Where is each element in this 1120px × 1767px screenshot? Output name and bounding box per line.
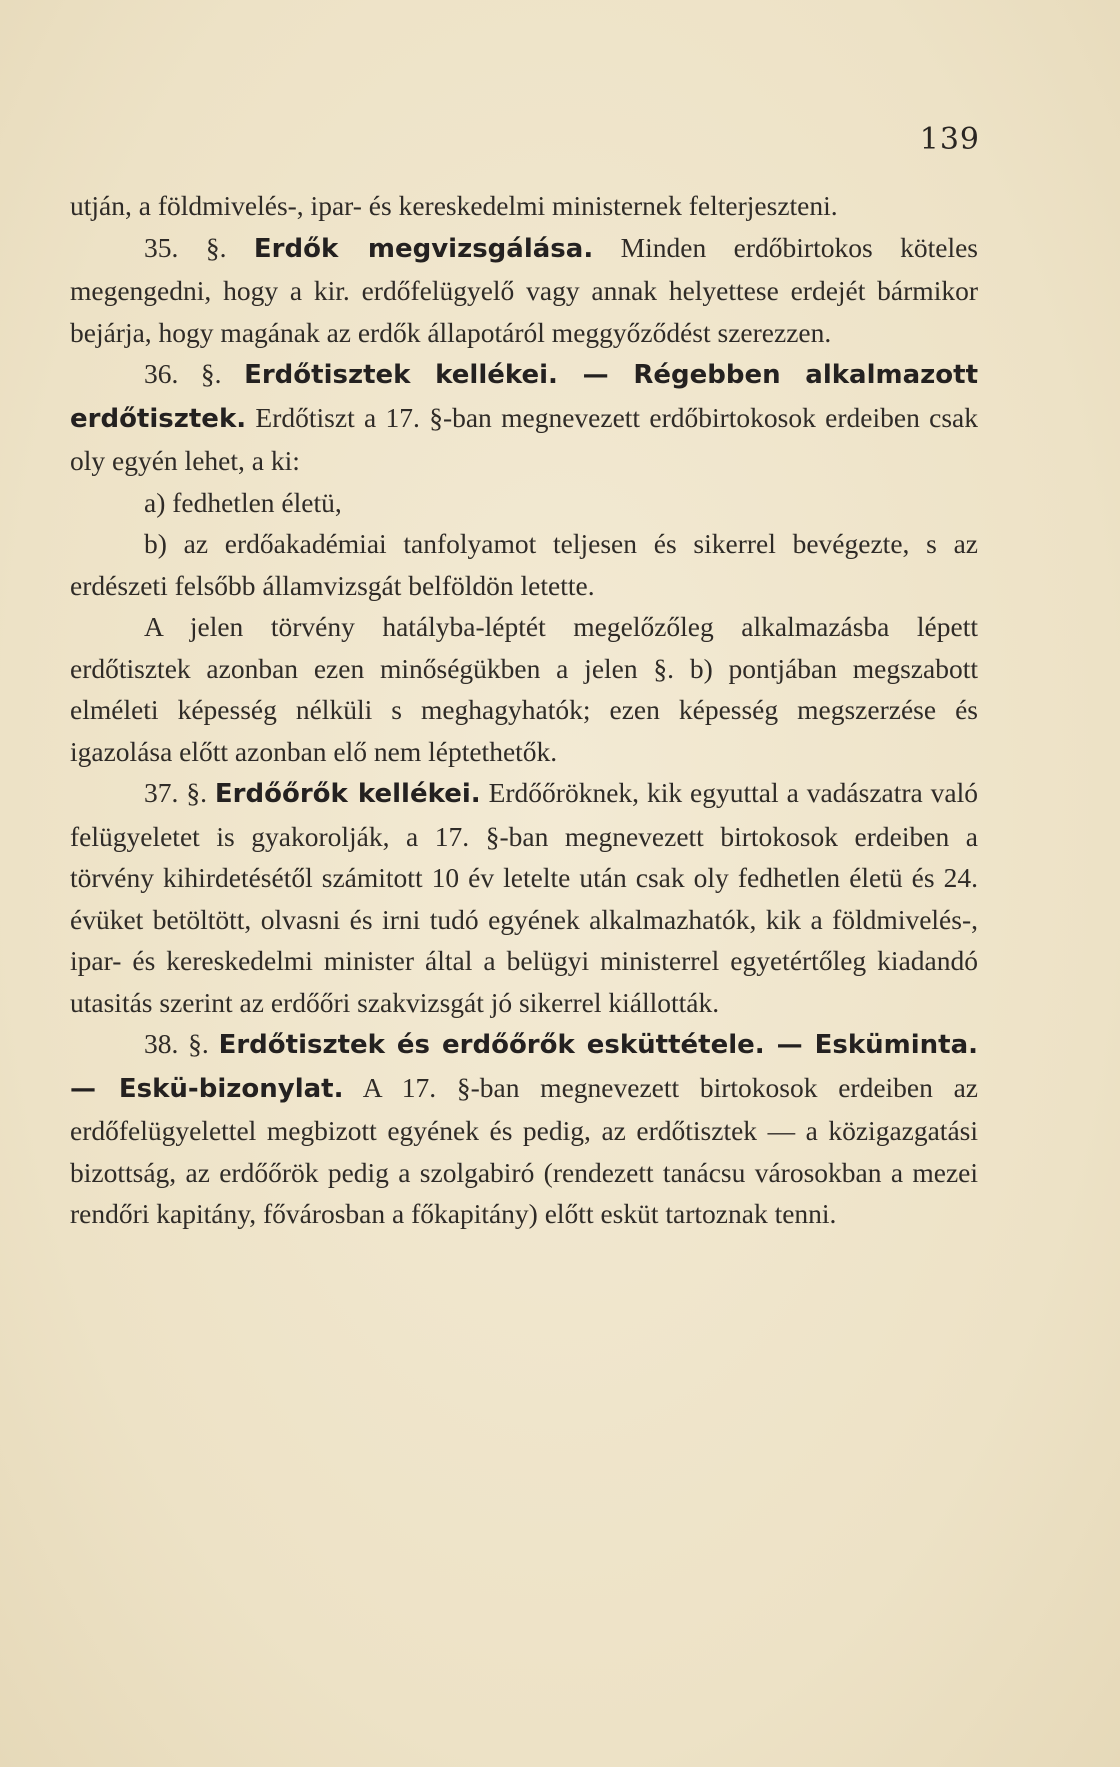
page-number: 139 xyxy=(919,122,980,157)
section-37 xyxy=(70,772,978,1023)
list-item-a xyxy=(70,482,978,524)
body-text xyxy=(70,185,978,1235)
section-number: 37. §. xyxy=(144,777,207,808)
paragraph-text: A jelen törvény hatályba-léptét megelőzőleg alkalmazásba lépett erdőtisztek azonban ezen minőségükben a jelen §. b) pontjában megszabott elméleti képesség nélküli s meghagyhatók; ezen képesség megszerzése és igazolása előtt azonban elő nem léptethetők. xyxy=(70,611,978,767)
list-item-b xyxy=(70,523,978,606)
section-number: 38. §. xyxy=(144,1028,209,1059)
section-number: 35. §. xyxy=(144,231,227,263)
section-heading: Erdők megvizsgálása. xyxy=(253,233,594,264)
section-38 xyxy=(70,1023,978,1235)
section-body: Erdőőröknek, kik egyuttal a vadászatra való felügyeletet is gyakorolják, a 17. §-ban megnevezett birtokosok erdeiben a törvény kihirdetésétől számitott 10 év letelte után csak oly fedhetlen életü és 24. évüket betöltött, olvasni és irni tudó egyének alkalmazhatók, kik a földmivelés-, ipar- és kereskedelmi minister által a belügyi ministerrel egyetértőleg kiadandó utasitás szerint az erdőőri szakvizsgát jó sikerrel kiállották. xyxy=(70,777,979,1018)
section-body: A 17. §-ban megnevezett birtokosok erdeiben az erdőfelügyelettel megbizott egyének és pedig, az erdőtisztek — a közigazgatási bizottság, az erdőőrök pedig a szolgabiró (rendezett tanácsu városokban a mezei rendőri kapitány, fővárosban a főkapitány) előtt esküt tartoznak tenni. xyxy=(70,1071,979,1229)
section-body: Minden erdőbirtokos köteles megengedni, hogy a kir. erdőfelügyelő vagy annak helyettese erdejét bármikor bejárja, hogy magának az erdők állapotáról meggyőződést szerezzen. xyxy=(70,231,979,348)
list-item-text: b) az erdőakadémiai tanfolyamot teljesen és sikerrel bevégezte, s az erdészeti felsőbb államvizsgát belföldön letette. xyxy=(70,528,978,601)
section-heading: Erdőtisztek kellékei. — Régebben alkalmazott erdőtisztek. xyxy=(70,360,978,434)
paragraph-text: utján, a földmivelés-, ipar- és kereskedelmi ministernek felterjeszteni. xyxy=(70,190,838,221)
section-heading: Erdőőrők kellékei. xyxy=(214,779,481,809)
paragraph xyxy=(70,606,978,772)
section-36 xyxy=(70,353,978,482)
section-body: Erdőtiszt a 17. §-ban megnevezett erdőbirtokosok erdeiben csak oly egyén lehet, a ki: xyxy=(70,401,979,476)
section-heading: Erdőtisztek és erdőőrők esküttétele. — Esküminta. — Eskü-bizonylat. xyxy=(70,1030,978,1104)
list-item-text: a) fedhetlen életü, xyxy=(144,486,342,518)
section-35 xyxy=(70,227,978,354)
paragraph-continuation xyxy=(70,185,978,227)
section-number: 36. §. xyxy=(144,358,222,389)
